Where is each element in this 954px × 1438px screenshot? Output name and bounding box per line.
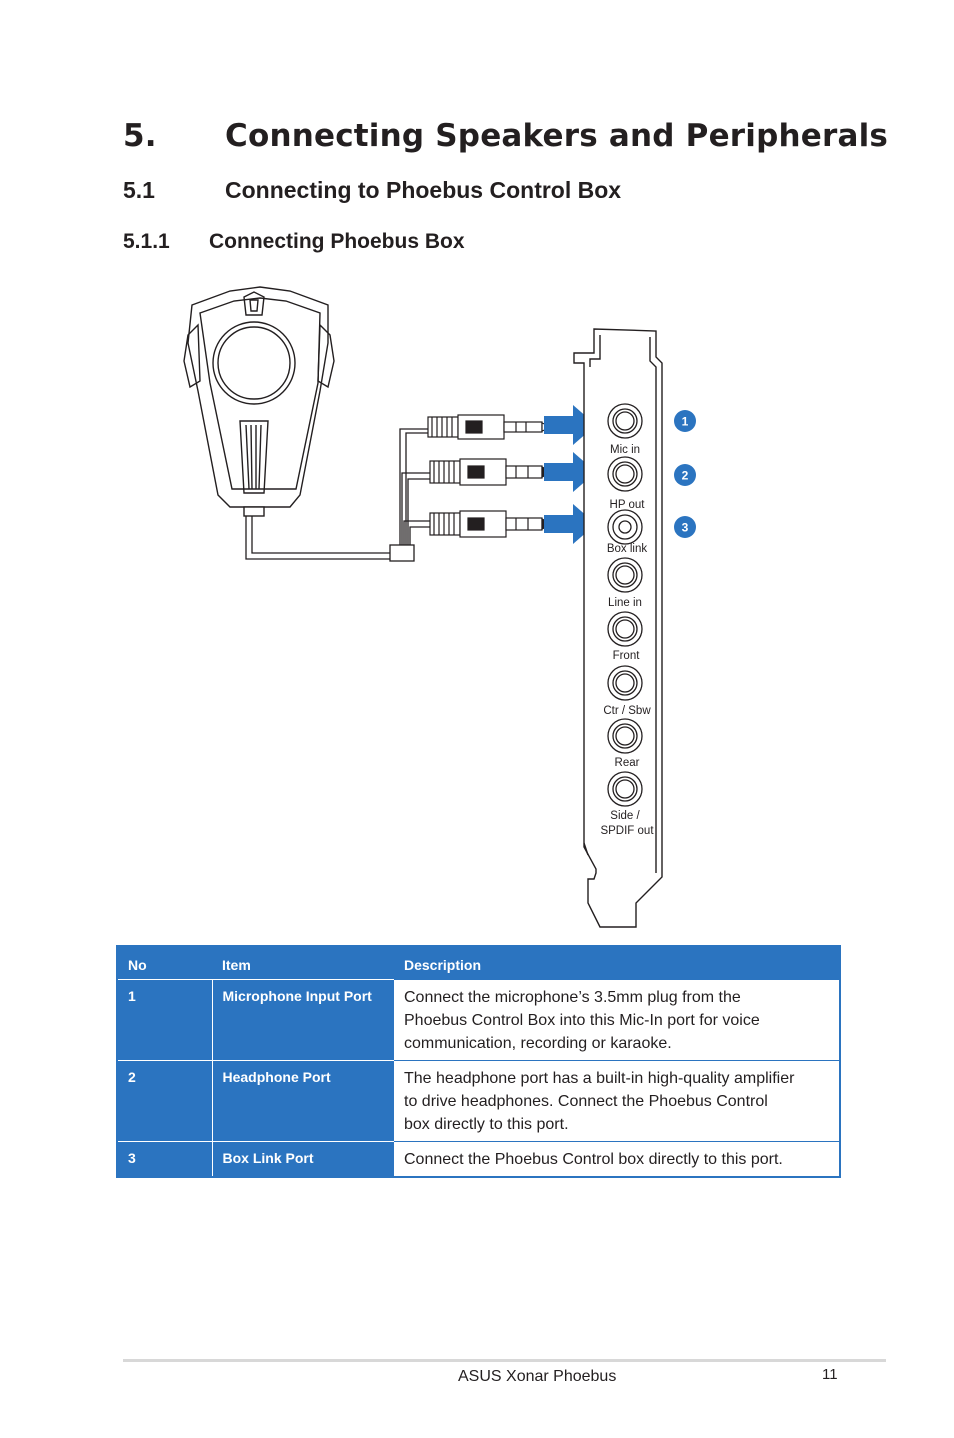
svg-text:3: 3 [681,520,689,535]
description-line: The headphone port has a built-in high-quality amplifier [404,1069,795,1087]
row-no: 3 [117,1141,212,1177]
port-label-spdif-out: SPDIF out [600,825,654,837]
port-label-side: Side / [610,810,640,822]
chapter-title: Connecting Speakers and Peripherals [225,118,889,154]
row-item: Microphone Input Port [212,980,394,1061]
table-row [117,1060,840,1141]
row-item: Headphone Port [212,1060,394,1141]
table-row [117,980,840,1061]
row-description [394,980,840,1061]
row-no: 1 [117,980,212,1061]
port-label-hp-out: HP out [609,499,645,511]
footer-product-name: ASUS Xonar Phoebus [458,1368,617,1385]
port-label-rear: Rear [614,757,640,769]
row-item: Box Link Port [212,1141,394,1177]
row-no: 2 [117,1060,212,1141]
jack-hp-out [608,457,642,491]
description-line: to drive headphones. Connect the Phoebus Control [404,1092,768,1110]
jack-ctr-sbw [608,666,642,700]
page-number: 11 [822,1366,838,1383]
row-description [394,1141,840,1177]
badge-2 [674,464,696,486]
section-heading [123,177,621,204]
svg-text:2: 2 [681,468,689,483]
jack-rear [608,719,642,753]
port-label-box-link: Box link [606,543,648,555]
port-label-line-in: Line in [608,597,642,609]
description-line: box directly to this port. [404,1115,569,1133]
port-description-table [116,945,841,1178]
description-line: Connect the microphone’s 3.5mm plug from the [404,988,741,1006]
port-label-ctr-sbw: Ctr / Sbw [603,705,651,717]
connection-diagram [170,283,710,943]
plug-mic [428,415,552,439]
chapter-heading [123,118,888,154]
chapter-number: 5. [123,118,157,154]
subsection-heading [123,230,465,254]
section-number: 5.1 [123,177,155,203]
badge-3 [674,516,696,538]
plug-headphone [430,459,554,485]
header-item: Item [222,957,251,973]
table-row [117,1141,840,1177]
table-header-row [117,946,840,980]
description-line: Phoebus Control Box into this Mic-In port for voice [404,1011,760,1029]
header-description: Description [404,957,482,973]
jack-box-link [608,510,642,544]
badge-1 [674,410,696,432]
jack-front [608,612,642,646]
header-no: No [128,957,147,973]
plug-box-link [430,511,554,537]
row-description [394,1060,840,1141]
footer-divider [123,1359,886,1362]
description-line: communication, recording or karaoke. [404,1034,672,1052]
jack-line-in [608,558,642,592]
port-label-front: Front [612,650,640,662]
svg-text:1: 1 [681,414,689,429]
port-label-mic-in: Mic in [609,444,641,456]
jack-side [608,772,642,806]
jack-mic-in [608,404,642,438]
phoebus-control-box [184,287,334,516]
subsection-number: 5.1.1 [123,230,170,253]
description-line: Connect the Phoebus Control box directly to this port. [404,1150,783,1168]
section-title: Connecting to Phoebus Control Box [225,177,622,203]
subsection-title: Connecting Phoebus Box [209,230,465,253]
